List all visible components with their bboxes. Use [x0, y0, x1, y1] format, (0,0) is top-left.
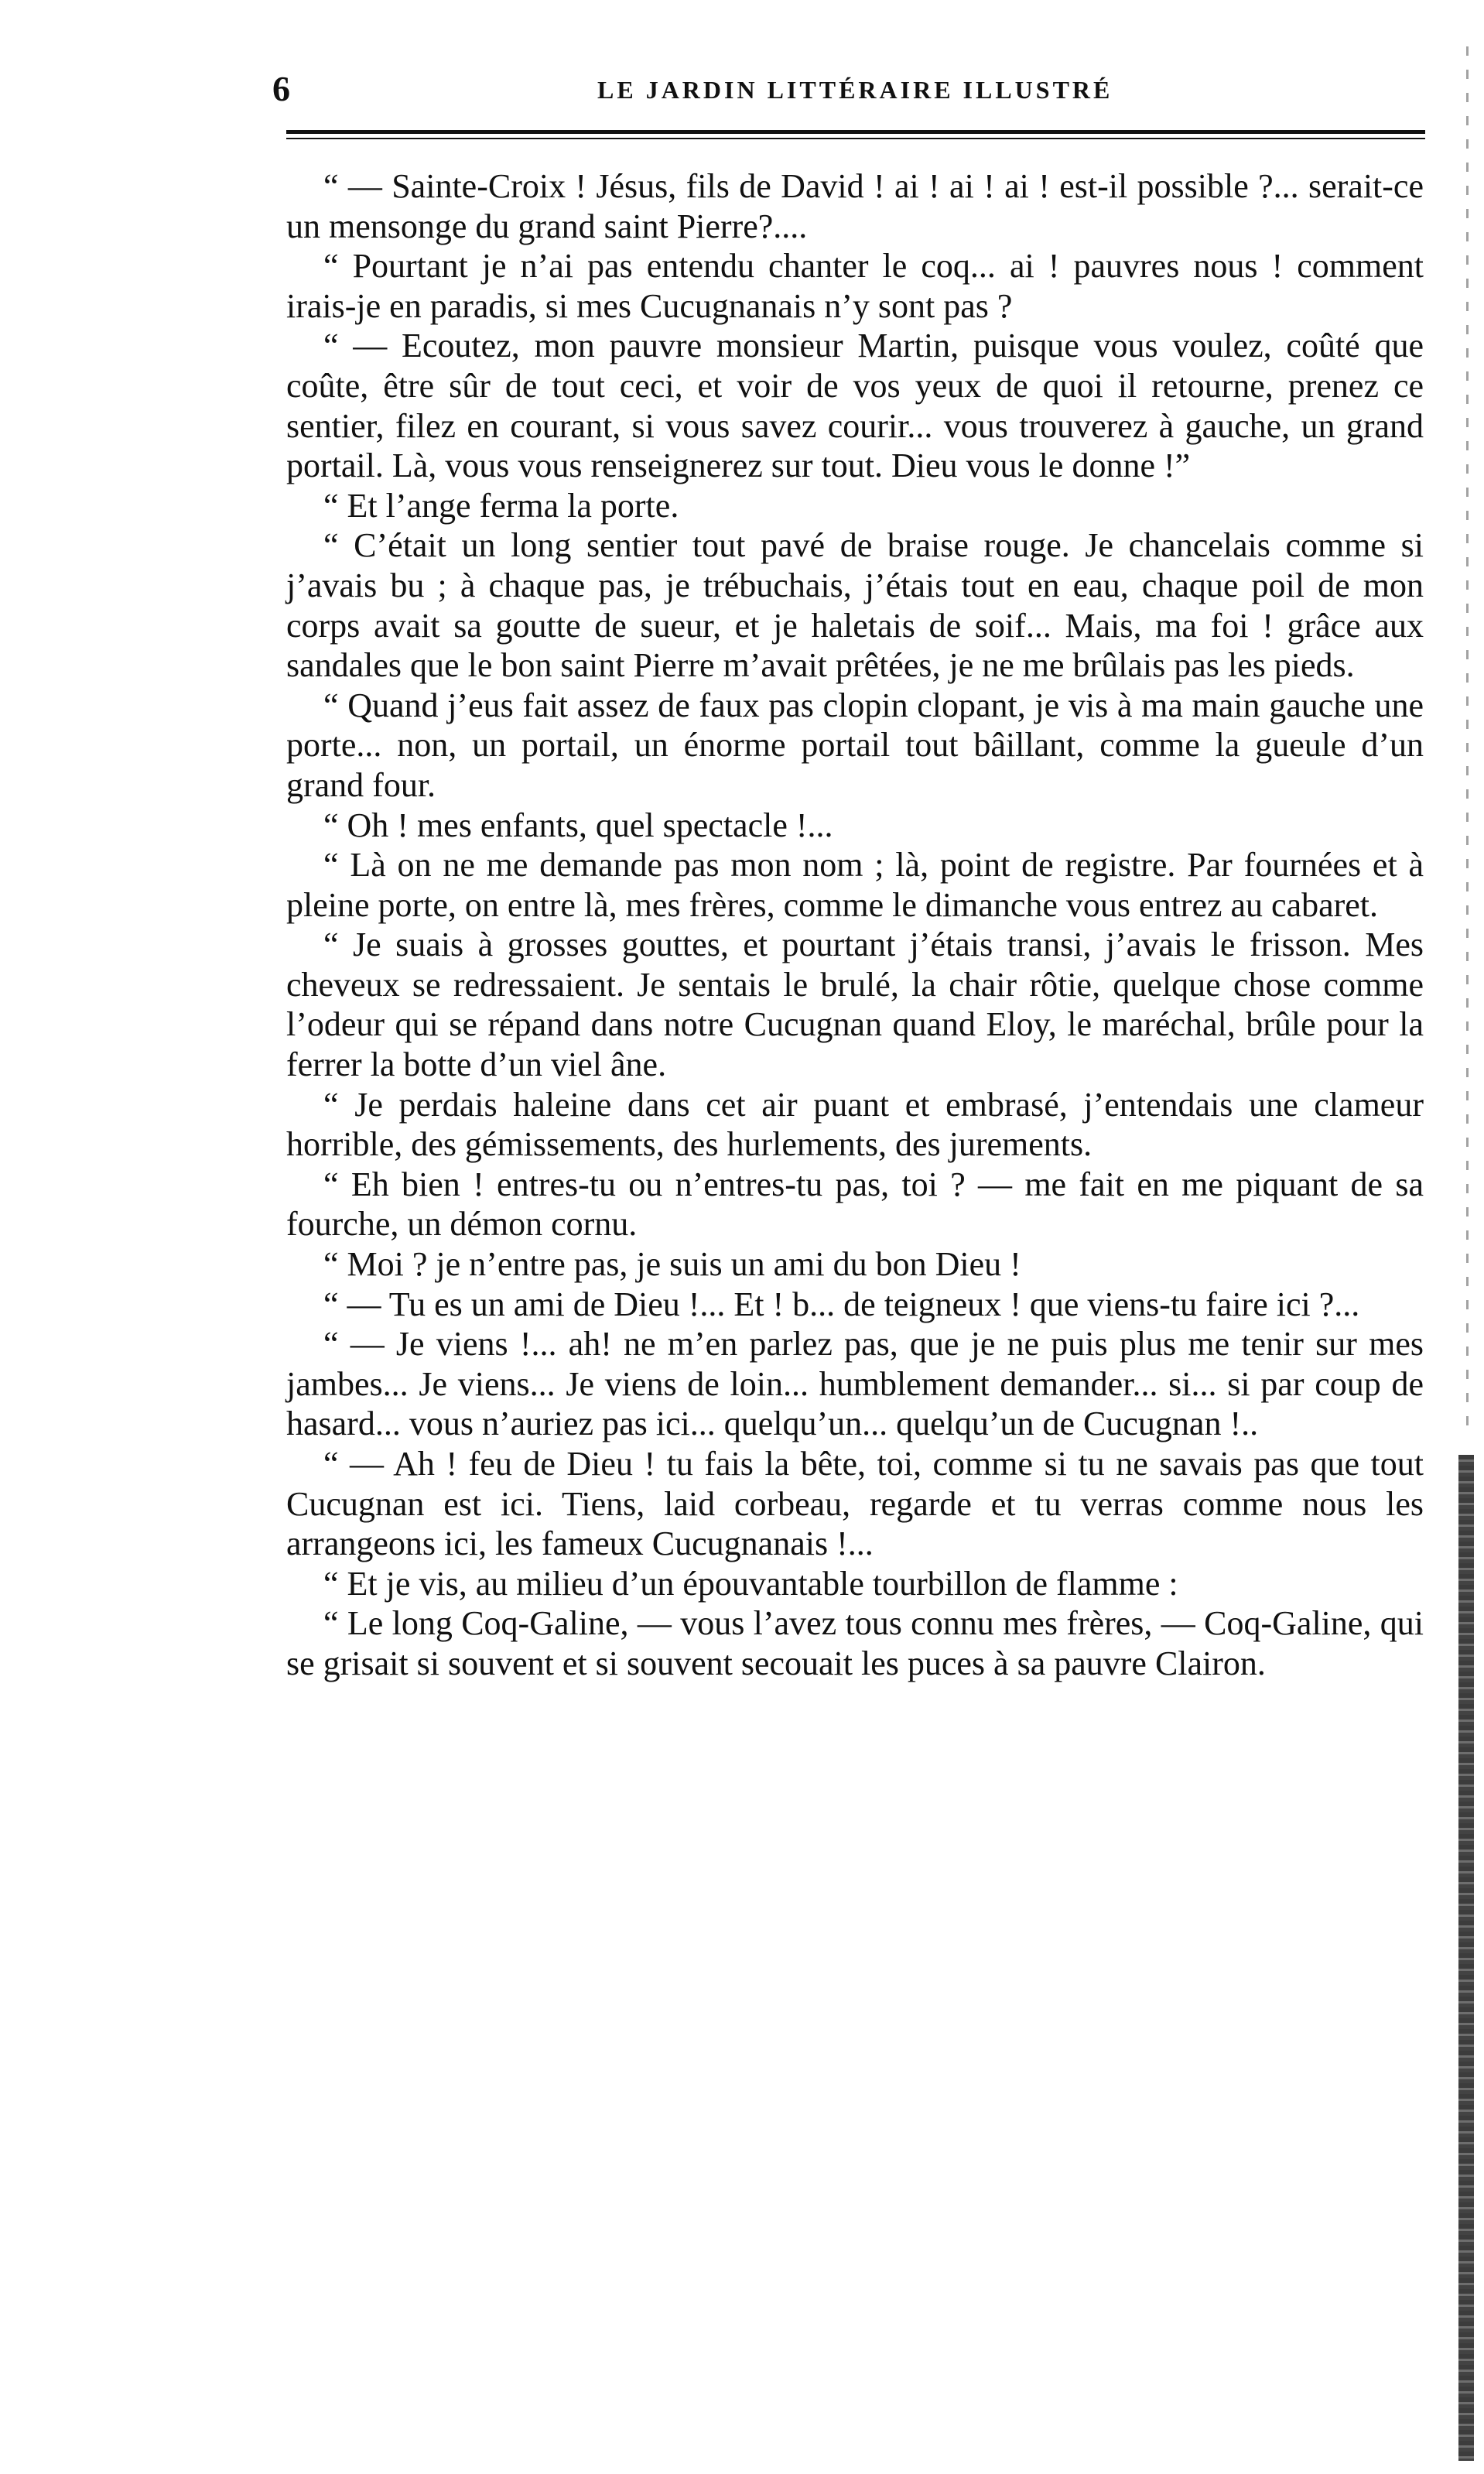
paragraph: “ — Sainte-Croix ! Jésus, fils de David ! ai ! ai ! ai ! est-il possible ?... serait-ce un mensonge du grand saint Pierre?.... [286, 167, 1424, 245]
scan-binding-edge [1458, 1455, 1474, 2461]
paragraph: “ C’était un long sentier tout pavé de braise rouge. Je chancelais comme si j’avais bu ; à chaque pas, je trébuchais, j’étais tout en eau, chaque poil de mon corps avait sa goutte de sueur, et je haletais de soif... Mais, ma foi ! grâce aux sandales que le bon saint Pierre m’avait prêtées, je ne me brûlais pas les pieds. [286, 526, 1424, 685]
paragraph: “ — Ecoutez, mon pauvre monsieur Martin, puisque vous voulez, coûté que coûte, être sûr de tout ceci, et voir de vos yeux de quoi il retourne, prenez ce sentier, filez en courant, si vous savez courir... vous trouverez à gauche, un grand portail. Là, vous vous renseignerez sur tout. Dieu vous le donne !” [286, 327, 1424, 485]
paragraph: “ Eh bien ! entres-tu ou n’entres-tu pas, toi ? — me fait en me piquant de sa fourche, un démon cornu. [286, 1165, 1424, 1244]
paragraph: “ Pourtant je n’ai pas entendu chanter le coq... ai ! pauvres nous ! comment irais-je en paradis, si mes Cucugnanais n’y sont pas ? [286, 247, 1424, 325]
paragraph: “ Oh ! mes enfants, quel spectacle !... [323, 806, 833, 844]
scan-margin-mark [1466, 46, 1469, 1439]
paragraph: “ — Ah ! feu de Dieu ! tu fais la bête, toi, comme si tu ne savais pas que tout Cucugnan est ici. Tiens, laid corbeau, regarde et tu verras comme nous les arrangeons ici, les fameux Cucugnanais !... [286, 1445, 1424, 1563]
paragraph: “ Moi ? je n’entre pas, je suis un ami du bon Dieu ! [323, 1245, 1021, 1284]
paragraph: “ Quand j’eus fait assez de faux pas clopin clopant, je vis à ma main gauche une porte... non, un portail, un énorme portail tout bâillant, comme la gueule d’un grand four. [286, 686, 1424, 804]
paragraph: “ — Tu es un ami de Dieu !... Et ! b... de teigneux ! que viens-tu faire ici ?... [323, 1285, 1360, 1323]
paragraph: “ Et l’ange ferma la porte. [323, 486, 679, 525]
paragraph: “ Là on ne me demande pas mon nom ; là, point de registre. Par fournées et à pleine porte, on entre là, mes frères, comme le dimanche vous entrez au cabaret. [286, 846, 1424, 924]
running-title: LE JARDIN LITTÉRAIRE ILLUSTRÉ [597, 76, 1113, 104]
body-text [286, 166, 1424, 1684]
paragraph: “ Le long Coq-Galine, — vous l’avez tous connu mes frères, — Coq-Galine, qui se grisait si souvent et si souvent secouait les puces à sa pauvre Clairon. [286, 1604, 1424, 1682]
paragraph: “ Et je vis, au milieu d’un épouvantable tourbillon de flamme : [323, 1564, 1178, 1603]
paragraph: “ Je suais à grosses gouttes, et pourtant j’étais transi, j’avais le frisson. Mes cheveux se redressaient. Je sentais le brulé, la chair rôtie, quelque chose comme l’odeur qui se répand dans notre Cucugnan quand Eloy, le maréchal, brûle pour la ferrer la botte d’un viel âne. [286, 926, 1424, 1084]
header-rule-thick [286, 130, 1425, 134]
page-header [272, 62, 1425, 108]
paragraph: “ — Je viens !... ah! ne m’en parlez pas, que je ne puis plus me tenir sur mes jambes... Je viens... Je viens de loin... humblement demander... si... si par coup de hasard... vous n’auriez pas ici... quelqu’un... quelqu’un de Cucugnan !.. [286, 1325, 1424, 1443]
header-rule-thin [286, 138, 1425, 139]
page-number: 6 [272, 69, 291, 108]
paragraph: “ Je perdais haleine dans cet air puant et embrasé, j’entendais une clameur horrible, des gémissements, des hurlements, des jurements. [286, 1085, 1424, 1164]
